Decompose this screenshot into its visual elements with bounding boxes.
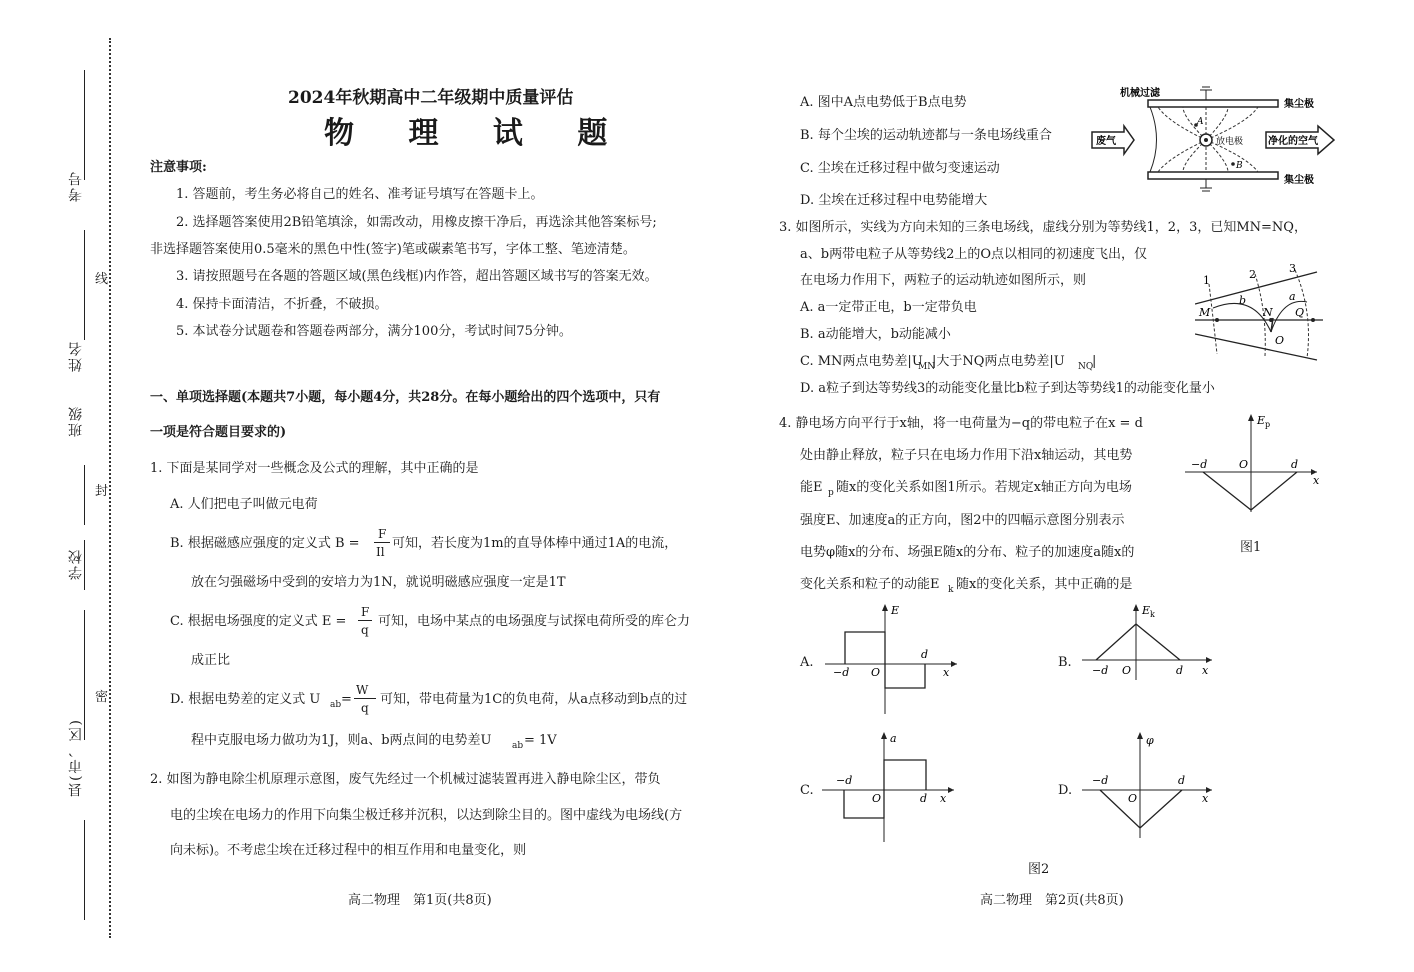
q3-line-3: 在电场力作用下，两粒子的运动轨迹如图所示，则 — [800, 273, 1087, 288]
q1-d-subscript: ab — [330, 700, 342, 710]
q3-fig-line-2: 2 — [1249, 268, 1256, 281]
svg-text:O: O — [1239, 458, 1249, 471]
q1-c-frac-num: F — [361, 605, 370, 619]
class-label: 班级 — [68, 405, 84, 437]
q3-line-1: 3. 如图所示，实线为方向未知的三条电场线，虚线分别为等势线1，2，3，已知MN=NQ， — [779, 220, 1307, 235]
q3-fig-point-o: O — [1275, 334, 1285, 347]
q2-line-3: 向未标)。不考虑尘埃在迁移过程中的相互作用和电量变化，则 — [170, 843, 527, 858]
q3-fig-label-a: a — [1289, 290, 1296, 303]
q1-c-frac-bar — [358, 620, 372, 621]
q4-option-c: C. — [800, 783, 814, 798]
school-label: 学校 — [68, 548, 84, 580]
q1-option-d-2b: = 1V — [524, 733, 557, 748]
q2-option-b: B. 每个尘埃的运动轨迹都与一条电场线重合 — [800, 128, 1052, 143]
section-heading: 一、单项选择题(本题共7小题，每小题4分，共28分。在每小题给出的四个选项中，只有 — [150, 390, 661, 405]
svg-text:−d: −d — [1092, 774, 1109, 787]
seal-mark-secret: 密 — [95, 690, 109, 705]
subject-title: 物 理 试 题 — [324, 116, 630, 151]
q4-option-a-graph — [825, 602, 965, 717]
svg-text:O: O — [871, 666, 881, 679]
q3-option-d: D. a粒子到达等势线3的动能变化量比b粒子到达等势线1的动能变化量小 — [800, 381, 1215, 396]
q4-line-1: 4. 静电场方向平行于x轴，将一电荷量为−q的带电粒子在x = d — [779, 416, 1143, 431]
svg-text:E: E — [1142, 604, 1151, 617]
svg-text:x: x — [943, 666, 950, 679]
q2-fig-clean: 净化的空气 — [1268, 136, 1318, 147]
q1-b-frac-bar — [374, 542, 390, 543]
q3-field-line-figure — [1195, 262, 1330, 362]
svg-text:x: x — [1202, 792, 1209, 805]
q3-option-b: B. a动能增大，b动能减小 — [800, 327, 951, 342]
q1-option-d-b: 可知，带电荷量为1C的负电荷，从a点移动到b点的过 — [380, 692, 688, 707]
svg-text:d: d — [1291, 458, 1299, 471]
q3-c-sub-nq: NQ — [1078, 362, 1094, 372]
q1-d-frac-den: q — [361, 701, 369, 715]
svg-text:d: d — [920, 792, 928, 805]
q3-line-2: a、b两带电粒子从等势线2上的O点以相同的初速度飞出，仅 — [800, 247, 1148, 262]
q4-figure-2-caption: 图2 — [1028, 862, 1050, 877]
svg-text:φ: φ — [1146, 734, 1154, 747]
q1-d-frac-bar — [354, 698, 376, 699]
footer-left: 高二物理 第1页(共8页) — [348, 893, 492, 908]
q2-fig-point-a: A — [1197, 117, 1204, 127]
q4-option-b-graph — [1082, 602, 1222, 682]
q1-option-c-a: C. 根据电场强度的定义式 E = — [170, 614, 347, 629]
notice-item: 非选择题答案使用0.5毫米的黑色中性(签字)笔或碳素笔书写，字体工整、笔迹清楚。 — [150, 242, 636, 257]
q2-fig-filter: 机械过滤 — [1120, 88, 1160, 99]
q3-option-c: C. MN两点电势差|U — [800, 354, 923, 369]
notice-item: 5. 本试卷分试题卷和答题卷两部分，满分100分，考试时间75分钟。 — [176, 324, 572, 339]
svg-text:d: d — [1178, 774, 1186, 787]
svg-text:−d: −d — [1191, 458, 1208, 471]
q4-line-6: 变化关系和粒子的动能E — [800, 577, 940, 592]
section-heading-cont: 一项是符合题目要求的) — [150, 425, 287, 440]
q1-stem: 1. 下面是某同学对一些概念及公式的理解，其中正确的是 — [150, 461, 479, 476]
q2-fig-collector-top: 集尘极 — [1284, 99, 1314, 110]
q2-precipitator-figure — [1088, 82, 1338, 194]
county-rule-2 — [84, 820, 85, 920]
svg-text:k: k — [1150, 610, 1155, 619]
q4-line-4: 强度E、加速度a的正方向，图2中的四幅示意图分别表示 — [800, 513, 1125, 528]
q1-option-b-2: 放在匀强磁场中受到的安培力为1N，就说明磁感应强度一定是1T — [191, 575, 566, 590]
svg-text:E: E — [891, 604, 900, 617]
svg-text:−d: −d — [1092, 664, 1109, 677]
svg-text:O: O — [872, 792, 882, 805]
q3-fig-line-3: 3 — [1289, 262, 1296, 275]
svg-text:O: O — [1122, 664, 1132, 677]
q4-line-3: 能E — [800, 480, 823, 495]
q1-option-a: A. 人们把电子叫做元电荷 — [170, 497, 318, 512]
q4-line-3b: 随x的变化关系如图1所示。若规定x轴正方向为电场 — [836, 480, 1132, 495]
q1-b-frac-num: F — [378, 527, 387, 541]
exam-number-label: 考号 — [68, 170, 84, 202]
seal-mark-seal: 封 — [95, 484, 109, 499]
q1-option-b-b: 可知，若长度为1m的直导体棒中通过1A的电流， — [392, 536, 678, 551]
exam-title: 2024年秋期高中二年级期中质量评估 — [288, 88, 574, 108]
q1-d-frac-num: W — [356, 683, 369, 697]
svg-text:E: E — [1257, 414, 1266, 427]
binding-dotted-line — [109, 38, 111, 938]
class-rule — [84, 465, 85, 525]
q4-figure-1 — [1185, 412, 1325, 537]
q2-line-1: 2. 如图为静电除尘机原理示意图，废气先经过一个机械过滤装置再进入静电除尘区，带负 — [150, 772, 661, 787]
q3-option-c-3: | — [1092, 354, 1097, 369]
q3-c-sub-mn: MN — [918, 362, 936, 372]
q4-ek-subscript: k — [948, 585, 954, 595]
svg-text:O: O — [1128, 792, 1138, 805]
q2-fig-discharge: 放电极 — [1216, 137, 1244, 147]
notice-item: 4. 保持卡面清洁，不折叠，不破损。 — [176, 297, 388, 312]
q1-option-d-2: 程中克服电场力做功为1J，则a、b两点间的电势差U — [191, 733, 492, 748]
q1-d2-subscript: ab — [512, 741, 524, 751]
seal-mark-line: 线 — [95, 272, 109, 287]
notice-item: 2. 选择题答案使用2B铅笔填涂，如需改动，用橡皮擦干净后，再选涂其他答案标号; — [176, 215, 657, 230]
q3-fig-line-1: 1 — [1203, 274, 1210, 287]
q4-option-a: A. — [800, 655, 814, 670]
q4-option-d: D. — [1058, 783, 1073, 798]
q1-b-frac-den: Il — [376, 545, 385, 559]
svg-text:x: x — [940, 792, 947, 805]
q2-option-a: A. 图中A点电势低于B点电势 — [800, 95, 967, 110]
q4-option-c-graph — [822, 730, 962, 845]
q3-fig-point-q: Q — [1295, 306, 1305, 319]
q4-line-6b: 随x的变化关系，其中正确的是 — [956, 577, 1133, 592]
notice-item: 1. 答题前，考生务必将自己的姓名、准考证号填写在答题卡上。 — [176, 187, 544, 202]
q1-option-b-a: B. 根据磁感应强度的定义式 B = — [170, 536, 360, 551]
q3-fig-label-b: b — [1239, 294, 1247, 307]
q4-line-2: 处由静止释放，粒子只在电场力作用下沿x轴运动，其电势 — [800, 448, 1133, 463]
exam-number-rule — [84, 70, 85, 180]
q1-option-c-b: 可知，电场中某点的电场强度与试探电荷所受的库仑力 — [378, 614, 691, 629]
q4-option-d-graph — [1082, 730, 1222, 840]
q1-option-c-2: 成正比 — [191, 653, 231, 668]
q3-option-c-2: |大于NQ两点电势差|U — [932, 354, 1065, 369]
svg-text:−d: −d — [833, 666, 850, 679]
svg-text:d: d — [1176, 664, 1184, 677]
svg-text:d: d — [921, 648, 929, 661]
q3-option-a: A. a一定带正电，b一定带负电 — [800, 300, 977, 315]
county-label: 县(市、区) — [68, 718, 84, 797]
q2-option-d: D. 尘埃在迁移过程中电势能增大 — [800, 193, 988, 208]
q2-fig-collector-bottom: 集尘极 — [1284, 175, 1314, 186]
q4-figure-1-caption: 图1 — [1240, 540, 1262, 555]
notice-item: 3. 请按照题号在各题的答题区域(黑色线框)内作答，超出答题区域书写的答案无效。 — [176, 269, 658, 284]
q1-option-d-a: D. 根据电势差的定义式 U — [170, 692, 321, 707]
svg-text:a: a — [890, 732, 897, 745]
footer-right: 高二物理 第2页(共8页) — [980, 893, 1124, 908]
q2-line-2: 电的尘埃在电场力的作用下向集尘极迁移并沉积，以达到除尘目的。图中虚线为电场线(方 — [170, 808, 683, 823]
svg-text:x: x — [1313, 474, 1320, 487]
q4-ep-subscript: p — [828, 488, 834, 498]
svg-text:−d: −d — [836, 774, 853, 787]
q1-d-equals: = — [341, 692, 352, 707]
q4-line-5: 电势φ随x的分布、场强E随x的分布、粒子的加速度a随x的 — [800, 545, 1135, 560]
q2-fig-waste: 废气 — [1096, 136, 1116, 147]
notice-heading: 注意事项: — [150, 160, 207, 175]
q2-option-c: C. 尘埃在迁移过程中做匀变速运动 — [800, 161, 1000, 176]
name-rule — [84, 230, 85, 340]
q3-fig-point-m: M — [1199, 306, 1211, 319]
q2-fig-point-b: B — [1236, 161, 1243, 171]
svg-text:p: p — [1265, 420, 1271, 429]
q3-fig-point-n: N — [1263, 306, 1273, 319]
svg-text:x: x — [1202, 664, 1209, 677]
q4-option-b: B. — [1058, 655, 1072, 670]
q1-c-frac-den: q — [361, 623, 369, 637]
student-name-label: 姓名 — [68, 340, 84, 372]
